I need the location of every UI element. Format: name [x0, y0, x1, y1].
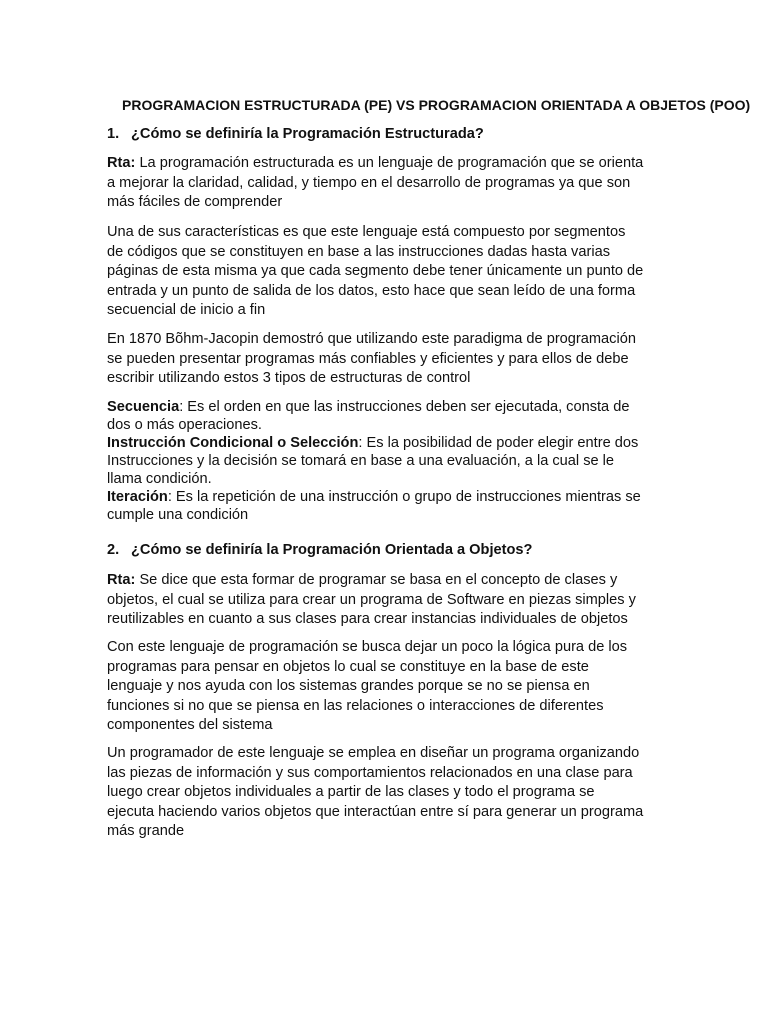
answer-1-line-1: [107, 154, 665, 174]
answer-1: [107, 154, 665, 213]
structure-secuencia-line-1: Secuencia: Es el orden en que las instrucciones deben ser ejecutada, consta de: [107, 399, 630, 415]
paragraph-line: se pueden presentar programas más confiables y eficientes y para ellos de debe: [107, 350, 629, 367]
structure-iteracion-term: Iteración: [107, 489, 168, 505]
structure-condicional-line-3: llama condición.: [107, 471, 212, 487]
answer-1-label: Rta:: [107, 155, 136, 171]
paragraph-line: componentes del sistema: [107, 717, 273, 734]
answer-1-text-1: La programación estructurada es un lenguaje de programación que se orienta: [135, 155, 644, 171]
question-1-number: 1.: [107, 126, 120, 142]
answer-2-line-2: objetos, el cual se utiliza para crear un programa de Software en piezas simples y: [107, 591, 636, 608]
answer-1-line-2: a mejorar la claridad, calidad, y tiempo en el desarrollo de programas ya que son: [107, 174, 631, 191]
paragraph-line: En 1870 Bõhm-Jacopin demostró que utilizando este paradigma de programación: [107, 331, 636, 347]
paragraph-line: más grande: [107, 823, 185, 840]
answer-2: [107, 571, 665, 630]
paragraph-line: funciones si no que se piensa en las relaciones o interacciones de diferentes: [107, 697, 604, 714]
answer-2-label: Rta:: [107, 572, 136, 588]
control-structures-list: [107, 398, 665, 524]
answer-2-text-1: Se dice que esta formar de programar se basa en el concepto de clases y: [135, 572, 618, 588]
paragraph-line: lenguaje y nos ayuda con los sistemas grandes porque se no se piensa en: [107, 678, 590, 695]
question-2-number: 2.: [107, 542, 120, 558]
paragraph-line: luego crear objetos individuales a partir de las clases y todo el programa se: [107, 784, 595, 801]
structure-iteracion-line-1: Iteración: Es la repetición de una instrucción o grupo de instrucciones mientras se: [107, 489, 641, 505]
paragraph-line: Un programador de este lenguaje se emplea en diseñar un programa organizando: [107, 745, 640, 761]
paragraph-line: ejecuta haciendo varios objetos que interactúan entre sí para generar un programa: [107, 803, 644, 820]
paragraph-line: de códigos que se constituyen en base a las instrucciones dadas hasta varias: [107, 243, 610, 260]
structure-secuencia-term: Secuencia: [107, 399, 180, 415]
answer-2-line-1: [107, 571, 665, 591]
paragraph-line: escribir utilizando estos 3 tipos de estructuras de control: [107, 370, 471, 387]
document-title: PROGRAMACION ESTRUCTURADA (PE) VS PROGRAMACION ORIENTADA A OBJETOS (POO): [122, 97, 751, 113]
paragraph-poo-programmer: [107, 744, 665, 842]
paragraph-poo-logic: [107, 638, 665, 736]
structure-condicional-line-2: Instrucciones y la decisión se tomará en base a una evaluación, a la cual se le: [107, 453, 615, 469]
paragraph-line: Una de sus características es que este lenguaje está compuesto por segmentos: [107, 224, 626, 240]
paragraph-line: secuencial de inicio a fin: [107, 302, 266, 319]
answer-2-line-3: reutilizables en cuanto a sus clases para crear instancias individuales de objetos: [107, 611, 628, 628]
structure-condicional-term: Instrucción Condicional o Selección: [107, 435, 359, 451]
paragraph-line: Con este lenguaje de programación se busca dejar un poco la lógica pura de los: [107, 639, 628, 655]
question-2-text: ¿Cómo se definiría la Programación Orientada a Objetos?: [131, 542, 533, 558]
paragraph-line: entrada y un punto de salida de los datos, esto hace que sean leído de una forma: [107, 282, 636, 299]
structure-secuencia-line-2: dos o más operaciones.: [107, 417, 262, 433]
paragraph-bohm-jacopini: [107, 330, 665, 389]
paragraph-line: las piezas de información y sus comportamientos relacionados en una clase para: [107, 764, 633, 781]
paragraph-characteristics: [107, 223, 665, 321]
structure-condicional-line-1: Instrucción Condicional o Selección: Es la posibilidad de poder elegir entre dos: [107, 435, 639, 451]
question-1-text: ¿Cómo se definiría la Programación Estructurada?: [131, 126, 484, 142]
structure-iteracion-line-2: cumple una condición: [107, 507, 249, 523]
paragraph-line: páginas de esta misma ya que cada segmento debe tener únicamente un punto de: [107, 263, 644, 280]
answer-1-line-3: más fáciles de comprender: [107, 194, 283, 211]
question-2-heading: [107, 541, 665, 561]
question-1-heading: [107, 125, 665, 145]
paragraph-line: programas para pensar en objetos lo cual se constituye en la base de este: [107, 658, 589, 675]
